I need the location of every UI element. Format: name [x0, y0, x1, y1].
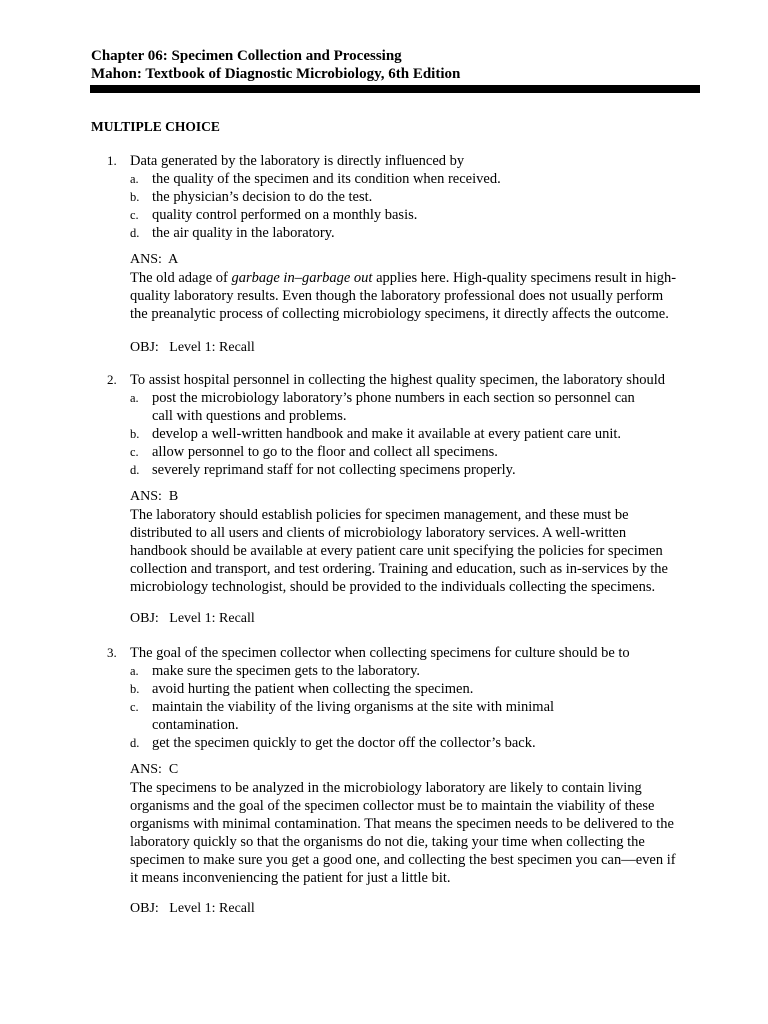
- option-text: the air quality in the laboratory.: [152, 225, 335, 241]
- rationale-line: collection and transport, and test ordering. Training and education, such as in-services by the: [130, 561, 668, 577]
- rationale-line: distributed to all users and clients of microbiology laboratory services. A well-written: [130, 525, 627, 541]
- answer-key: ANS: B: [130, 489, 179, 504]
- question-stem: The goal of the specimen collector when collecting specimens for culture should be to: [130, 645, 630, 661]
- option-text: call with questions and problems.: [152, 408, 347, 424]
- objective: OBJ: Level 1: Recall: [130, 340, 255, 355]
- objective: OBJ: Level 1: Recall: [130, 901, 255, 916]
- rationale-line: handbook should be available at every patient care unit specifying the policies for specimen: [130, 543, 663, 559]
- rationale-emphasis: garbage in–garbage out: [231, 270, 373, 286]
- option-letter: d.: [130, 463, 140, 477]
- chapter-title: Chapter 06: Specimen Collection and Processing: [91, 48, 402, 64]
- option-letter: c.: [130, 700, 139, 714]
- option-text: get the specimen quickly to get the doctor off the collector’s back.: [152, 735, 536, 751]
- document-header: [91, 47, 460, 83]
- answer-key: ANS: A: [130, 252, 179, 267]
- header-rule: [90, 85, 700, 93]
- option-text: develop a well-written handbook and make it available at every patient care unit.: [152, 426, 622, 442]
- question-number: 1.: [107, 153, 117, 168]
- book-title: Mahon: Textbook of Diagnostic Microbiology, 6th Edition: [91, 66, 461, 82]
- rationale-text: applies here. High-quality specimens result in high-: [372, 270, 677, 286]
- option-text: quality control performed on a monthly basis.: [152, 207, 418, 223]
- answer-key: ANS: C: [130, 762, 179, 777]
- question-number: 2.: [107, 372, 117, 387]
- rationale-line: quality laboratory results. Even though the laboratory professional does not usually perform: [130, 288, 664, 304]
- rationale-line: the preanalytic process of collecting microbiology specimens, it directly affects the outcome.: [130, 306, 669, 322]
- question-stem: Data generated by the laboratory is directly influenced by: [130, 153, 465, 169]
- option-text: contamination.: [152, 717, 239, 733]
- option-letter: c.: [130, 208, 139, 222]
- rationale-line: it means inconveniencing the patient for just a little bit.: [130, 870, 451, 886]
- section-title: MULTIPLE CHOICE: [91, 119, 220, 134]
- option-text: the quality of the specimen and its condition when received.: [152, 171, 501, 187]
- rationale-line: organisms with minimal contamination. That means the specimen needs to be delivered to the: [130, 816, 674, 832]
- rationale-line: specimen to make sure you get a good one, and collecting the best specimen you can—even if: [130, 852, 676, 868]
- option-text: avoid hurting the patient when collecting the specimen.: [152, 681, 474, 697]
- option-text: the physician’s decision to do the test.: [152, 189, 373, 205]
- option-text: make sure the specimen gets to the laboratory.: [152, 663, 421, 679]
- rationale-line: The specimens to be analyzed in the microbiology laboratory are likely to contain living: [130, 780, 642, 796]
- rationale-line: organisms and the goal of the specimen collector must be to maintain the viability of these: [130, 798, 655, 814]
- option-letter: b.: [130, 682, 140, 696]
- option-text: post the microbiology laboratory’s phone numbers in each section so personnel can: [152, 390, 635, 406]
- option-letter: a.: [130, 172, 139, 186]
- answer-rationale: [130, 506, 705, 596]
- option-letter: d.: [130, 226, 140, 240]
- question-stem: To assist hospital personnel in collecting the highest quality specimen, the laboratory should: [130, 372, 665, 388]
- answer-rationale: [130, 779, 705, 887]
- option-text: maintain the viability of the living organisms at the site with minimal: [152, 699, 555, 715]
- option-text: allow personnel to go to the floor and collect all specimens.: [152, 444, 498, 460]
- option-letter: a.: [130, 391, 139, 405]
- option-letter: b.: [130, 190, 140, 204]
- answer-rationale: [130, 269, 705, 323]
- option-letter: a.: [130, 664, 139, 678]
- question-number: 3.: [107, 645, 117, 660]
- rationale-line: laboratory quickly so that the organisms do not die, taking your time when collecting the: [130, 834, 645, 850]
- option-letter: c.: [130, 445, 139, 459]
- option-letter: d.: [130, 736, 140, 750]
- option-text: severely reprimand staff for not collecting specimens properly.: [152, 462, 516, 478]
- objective: OBJ: Level 1: Recall: [130, 611, 255, 626]
- rationale-text: The old adage of: [130, 270, 232, 286]
- option-letter: b.: [130, 427, 140, 441]
- rationale-line: The laboratory should establish policies for specimen management, and these must be: [130, 507, 629, 523]
- rationale-line: microbiology technologist, should be provided to the individuals collecting the specimens.: [130, 579, 656, 595]
